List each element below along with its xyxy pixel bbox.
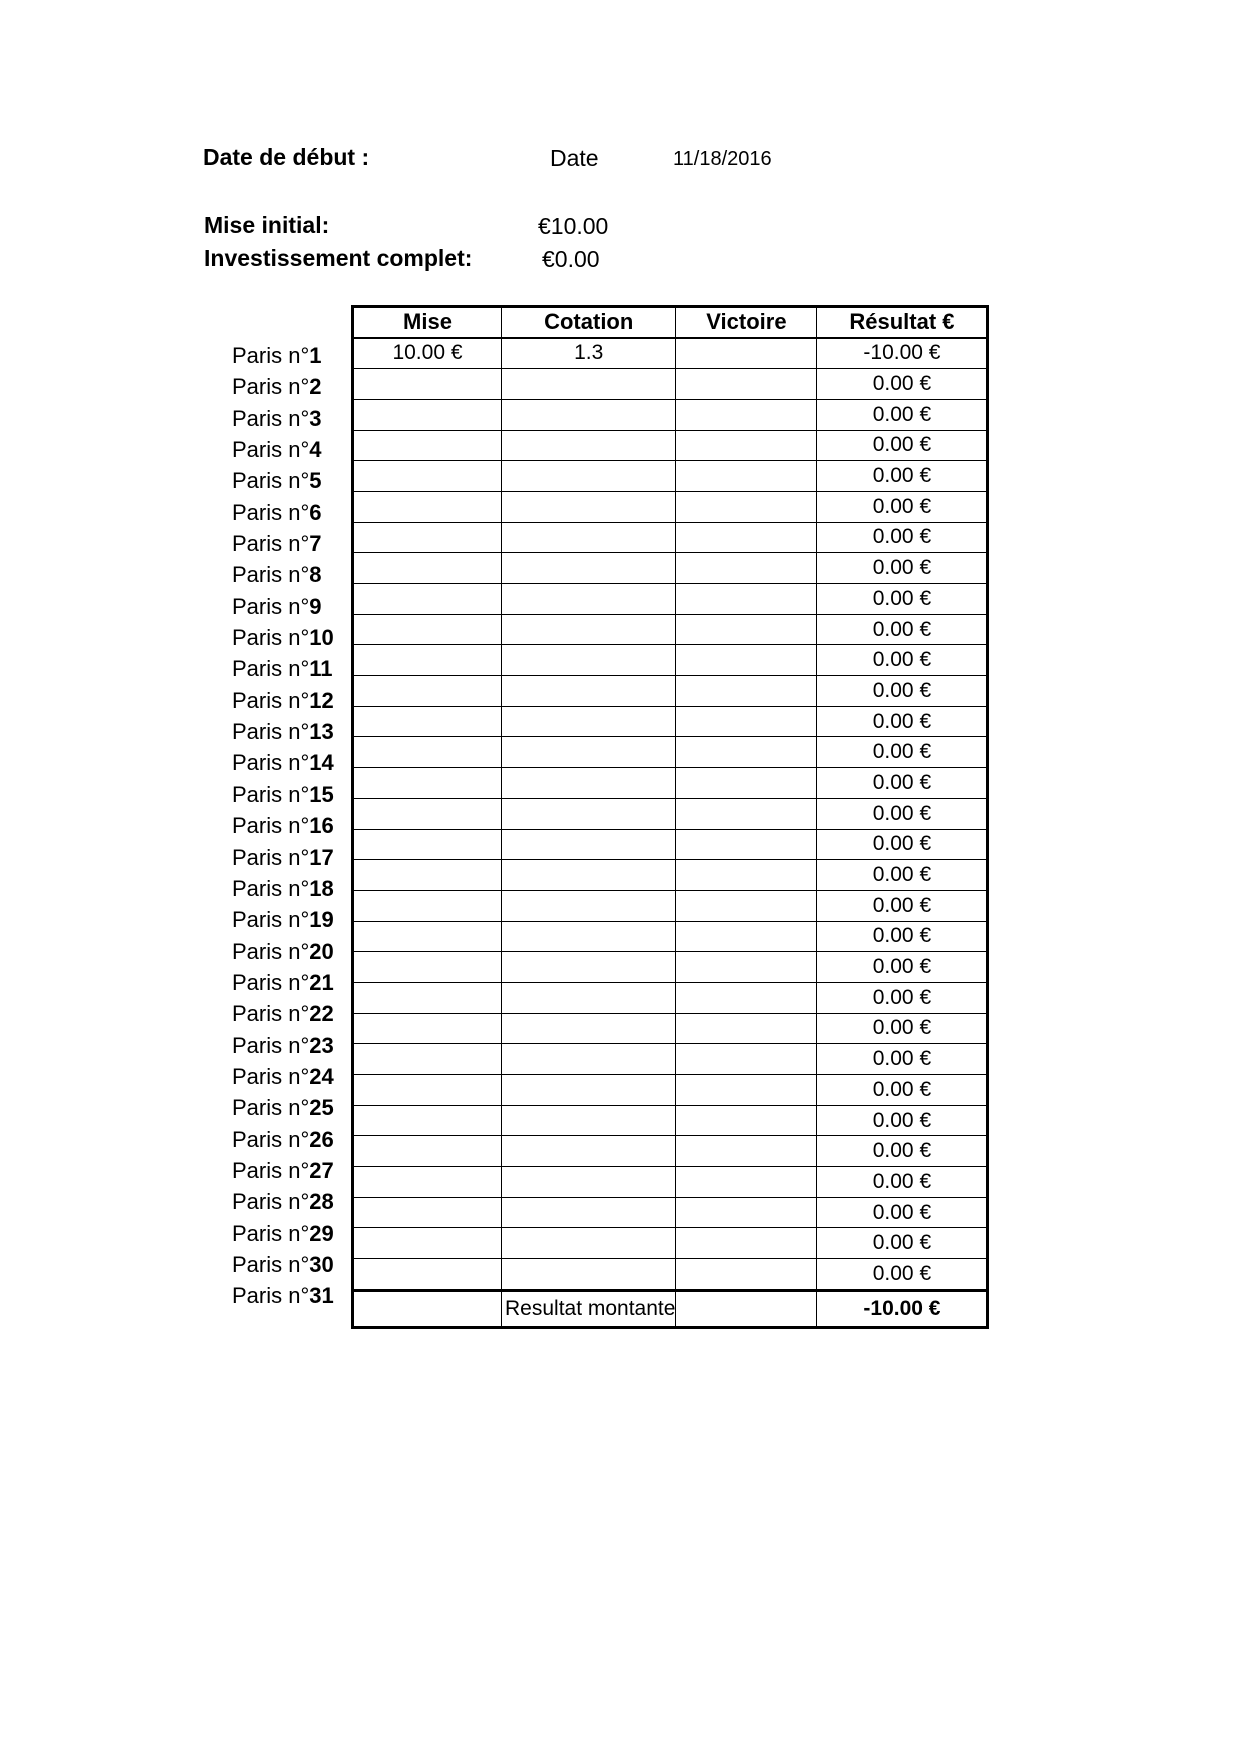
cell-victoire — [676, 737, 817, 768]
cell-resultat: 0.00 € — [817, 1105, 988, 1136]
row-label-number: 19 — [309, 907, 334, 933]
table-row — [353, 860, 988, 891]
cell-mise — [353, 798, 502, 829]
row-label-number: 12 — [309, 687, 334, 713]
table-row — [353, 461, 988, 492]
row-label — [232, 779, 334, 810]
cell-resultat: 0.00 € — [817, 614, 988, 645]
row-label-number: 2 — [309, 374, 322, 400]
cell-mise — [353, 1259, 502, 1291]
row-label-number: 31 — [309, 1283, 334, 1309]
cell-victoire — [676, 768, 817, 799]
cell-cotation — [502, 768, 676, 799]
cell-cotation — [502, 1075, 676, 1106]
cell-resultat: 0.00 € — [817, 706, 988, 737]
cell-cotation — [502, 890, 676, 921]
cell-resultat: 0.00 € — [817, 553, 988, 584]
col-header-victoire: Victoire — [676, 307, 817, 338]
date-debut-label: Date de début : — [203, 144, 370, 170]
table-row — [353, 584, 988, 615]
cell-cotation — [502, 614, 676, 645]
table-row — [353, 1044, 988, 1075]
cell-victoire — [676, 1228, 817, 1259]
row-label — [232, 716, 334, 747]
row-label-prefix: Paris n° — [232, 969, 310, 995]
cell-resultat: 0.00 € — [817, 982, 988, 1013]
row-label-prefix: Paris n° — [232, 875, 310, 901]
table-row — [353, 737, 988, 768]
table-row — [353, 768, 988, 799]
table-row — [353, 553, 988, 584]
cell-mise — [353, 1013, 502, 1044]
col-header-cotation: Cotation — [502, 307, 676, 338]
row-label — [232, 371, 334, 402]
cell-mise — [353, 890, 502, 921]
cell-mise — [353, 860, 502, 891]
row-label-number: 7 — [309, 531, 322, 557]
row-label-prefix: Paris n° — [232, 656, 310, 682]
cell-resultat: 0.00 € — [817, 676, 988, 707]
row-label-number: 1 — [309, 343, 322, 368]
row-label-prefix: Paris n° — [232, 781, 310, 807]
row-label-prefix: Paris n° — [232, 907, 310, 933]
cell-victoire — [676, 798, 817, 829]
table-row — [353, 676, 988, 707]
cell-resultat: 0.00 € — [817, 399, 988, 430]
row-label-prefix: Paris n° — [232, 687, 310, 713]
row-label-number: 5 — [309, 468, 322, 494]
table-row — [353, 522, 988, 553]
cell-resultat: 0.00 € — [817, 430, 988, 461]
row-label — [232, 936, 334, 967]
footer-empty-cell — [353, 1290, 502, 1327]
row-label — [232, 622, 334, 653]
cell-victoire — [676, 1075, 817, 1106]
table-row — [353, 829, 988, 860]
row-label-number: 28 — [309, 1189, 334, 1215]
row-label-prefix: Paris n° — [232, 1189, 310, 1215]
row-label-number: 23 — [309, 1032, 334, 1058]
row-label — [232, 1030, 334, 1061]
cell-victoire — [676, 1167, 817, 1198]
table-row — [353, 1167, 988, 1198]
cell-cotation — [502, 491, 676, 522]
row-label-prefix: Paris n° — [232, 374, 310, 400]
cell-victoire — [676, 553, 817, 584]
cell-victoire — [676, 491, 817, 522]
row-label — [232, 340, 334, 371]
cell-victoire — [676, 982, 817, 1013]
table-row — [353, 399, 988, 430]
investissement-value: €0.00 — [542, 246, 600, 272]
cell-victoire — [676, 829, 817, 860]
cell-resultat: 0.00 € — [817, 890, 988, 921]
row-label-number: 30 — [309, 1251, 334, 1277]
row-label-prefix: Paris n° — [232, 844, 310, 870]
row-label-number: 17 — [309, 844, 334, 870]
cell-victoire — [676, 614, 817, 645]
cell-resultat: -10.00 € — [817, 338, 988, 369]
cell-victoire — [676, 645, 817, 676]
date-value: 11/18/2016 — [673, 148, 772, 170]
cell-victoire — [676, 461, 817, 492]
row-label — [232, 1186, 334, 1217]
cell-cotation — [502, 1013, 676, 1044]
row-label-number: 3 — [309, 405, 322, 431]
row-label-number: 29 — [309, 1220, 334, 1246]
cell-cotation — [502, 1259, 676, 1291]
row-label-number: 14 — [309, 750, 334, 776]
cell-resultat: 0.00 € — [817, 1136, 988, 1167]
cell-cotation — [502, 430, 676, 461]
row-label — [232, 465, 334, 496]
row-label-number: 26 — [309, 1126, 334, 1152]
footer-label-cell — [502, 1290, 676, 1327]
row-label — [232, 873, 334, 904]
row-label — [232, 1155, 334, 1186]
cell-cotation — [502, 1044, 676, 1075]
cell-mise — [353, 399, 502, 430]
cell-cotation — [502, 522, 676, 553]
table-row — [353, 369, 988, 400]
cell-cotation — [502, 1228, 676, 1259]
cell-mise — [353, 1075, 502, 1106]
row-label-prefix: Paris n° — [232, 593, 310, 619]
cell-cotation — [502, 706, 676, 737]
cell-mise — [353, 952, 502, 983]
row-label-number: 22 — [309, 1001, 334, 1027]
cell-mise — [353, 584, 502, 615]
cell-victoire — [676, 1136, 817, 1167]
cell-resultat: 0.00 € — [817, 491, 988, 522]
row-label-prefix: Paris n° — [232, 562, 310, 588]
cell-resultat: 0.00 € — [817, 798, 988, 829]
cell-cotation — [502, 860, 676, 891]
cell-mise — [353, 768, 502, 799]
row-label-prefix: Paris n° — [232, 1220, 310, 1246]
table-row — [353, 921, 988, 952]
mise-initial-value: €10.00 — [538, 213, 609, 239]
table-row — [353, 798, 988, 829]
cell-mise — [353, 369, 502, 400]
table-row — [353, 1197, 988, 1228]
cell-mise — [353, 553, 502, 584]
cell-victoire — [676, 890, 817, 921]
row-label — [232, 497, 334, 528]
row-label — [232, 685, 334, 716]
cell-victoire — [676, 1105, 817, 1136]
row-label — [232, 1092, 334, 1123]
table-row — [353, 1136, 988, 1167]
cell-resultat: 0.00 € — [817, 1013, 988, 1044]
row-label-prefix: Paris n° — [232, 499, 310, 525]
cell-mise — [353, 1136, 502, 1167]
cell-resultat: 0.00 € — [817, 522, 988, 553]
cell-victoire — [676, 584, 817, 615]
row-label-number: 11 — [309, 656, 333, 682]
row-label-number: 21 — [309, 969, 334, 995]
row-label — [232, 998, 334, 1029]
cell-mise: 10.00 € — [353, 338, 502, 369]
table-row — [353, 614, 988, 645]
row-label — [232, 1124, 334, 1155]
row-label-prefix: Paris n° — [232, 405, 310, 431]
row-label-prefix: Paris n° — [232, 1001, 310, 1027]
table-row — [353, 1105, 988, 1136]
cell-cotation — [502, 737, 676, 768]
row-label-prefix: Paris n° — [232, 437, 310, 463]
row-label-number: 6 — [309, 499, 322, 525]
row-label — [232, 528, 334, 559]
row-label-prefix: Paris n° — [232, 625, 310, 651]
cell-cotation — [502, 1136, 676, 1167]
row-label-prefix: Paris n° — [232, 468, 310, 494]
row-label-number: 20 — [309, 938, 334, 964]
cell-mise — [353, 1167, 502, 1198]
cell-mise — [353, 1044, 502, 1075]
cell-cotation — [502, 584, 676, 615]
row-label-number: 8 — [309, 562, 322, 588]
cell-victoire — [676, 1013, 817, 1044]
row-label-number: 24 — [309, 1063, 334, 1089]
col-header-mise: Mise — [353, 307, 502, 338]
cell-victoire — [676, 921, 817, 952]
row-label-prefix: Paris n° — [232, 1157, 310, 1183]
row-label-prefix: Paris n° — [232, 1063, 310, 1089]
row-label — [232, 559, 334, 590]
table-row — [353, 1259, 988, 1291]
cell-cotation — [502, 676, 676, 707]
table-row — [353, 1228, 988, 1259]
cell-resultat: 0.00 € — [817, 645, 988, 676]
cell-mise — [353, 921, 502, 952]
cell-cotation — [502, 461, 676, 492]
table-row — [353, 1075, 988, 1106]
table-row — [353, 952, 988, 983]
table-row — [353, 338, 988, 369]
cell-victoire — [676, 522, 817, 553]
row-label — [232, 1280, 334, 1311]
cell-resultat: 0.00 € — [817, 1075, 988, 1106]
cell-resultat: 0.00 € — [817, 860, 988, 891]
cell-mise — [353, 430, 502, 461]
cell-victoire — [676, 706, 817, 737]
cell-cotation: 1.3 — [502, 338, 676, 369]
row-label-prefix: Paris n° — [232, 938, 310, 964]
cell-victoire — [676, 399, 817, 430]
cell-mise — [353, 491, 502, 522]
cell-resultat: 0.00 € — [817, 1167, 988, 1198]
cell-resultat: 0.00 € — [817, 1197, 988, 1228]
cell-resultat: 0.00 € — [817, 921, 988, 952]
row-label — [232, 967, 334, 998]
cell-victoire — [676, 430, 817, 461]
cell-mise — [353, 982, 502, 1013]
table-row — [353, 1013, 988, 1044]
cell-mise — [353, 1197, 502, 1228]
col-header-resultat: Résultat € — [817, 307, 988, 338]
row-label-prefix: Paris n° — [232, 813, 310, 839]
cell-resultat: 0.00 € — [817, 1259, 988, 1291]
table-row — [353, 706, 988, 737]
cell-resultat: 0.00 € — [817, 768, 988, 799]
table-row — [353, 491, 988, 522]
cell-mise — [353, 706, 502, 737]
mise-initial-label: Mise initial: — [204, 212, 330, 238]
row-label — [232, 1218, 334, 1249]
row-labels-column — [232, 340, 334, 1312]
cell-victoire — [676, 1197, 817, 1228]
cell-mise — [353, 737, 502, 768]
cell-victoire — [676, 952, 817, 983]
row-label-prefix: Paris n° — [232, 343, 310, 368]
row-label-number: 16 — [309, 813, 334, 839]
row-label-prefix: Paris n° — [232, 1283, 310, 1309]
row-label — [232, 842, 334, 873]
row-label-prefix: Paris n° — [232, 1251, 310, 1277]
footer-total-value: -10.00 € — [817, 1290, 988, 1327]
cell-mise — [353, 1228, 502, 1259]
cell-resultat: 0.00 € — [817, 369, 988, 400]
cell-cotation — [502, 645, 676, 676]
cell-victoire — [676, 860, 817, 891]
row-label — [232, 810, 334, 841]
row-label — [232, 904, 334, 935]
row-label — [232, 1061, 334, 1092]
cell-mise — [353, 829, 502, 860]
row-label — [232, 747, 334, 778]
cell-cotation — [502, 553, 676, 584]
cell-cotation — [502, 399, 676, 430]
cell-victoire — [676, 338, 817, 369]
row-label-number: 4 — [309, 437, 322, 463]
row-label — [232, 653, 334, 684]
bets-table — [351, 305, 989, 1329]
cell-cotation — [502, 798, 676, 829]
cell-resultat: 0.00 € — [817, 1044, 988, 1075]
row-label — [232, 591, 334, 622]
row-label-prefix: Paris n° — [232, 719, 310, 745]
table-row — [353, 645, 988, 676]
cell-mise — [353, 614, 502, 645]
row-label-number: 13 — [309, 719, 334, 745]
cell-victoire — [676, 1259, 817, 1291]
row-label-prefix: Paris n° — [232, 1032, 310, 1058]
row-label-prefix: Paris n° — [232, 750, 310, 776]
table-row — [353, 430, 988, 461]
cell-resultat: 0.00 € — [817, 829, 988, 860]
cell-victoire — [676, 1044, 817, 1075]
cell-mise — [353, 522, 502, 553]
row-label-number: 15 — [309, 781, 334, 807]
row-label-prefix: Paris n° — [232, 531, 310, 557]
cell-victoire — [676, 676, 817, 707]
cell-victoire — [676, 369, 817, 400]
row-label — [232, 434, 334, 465]
cell-mise — [353, 645, 502, 676]
cell-mise — [353, 461, 502, 492]
cell-cotation — [502, 1167, 676, 1198]
cell-resultat: 0.00 € — [817, 584, 988, 615]
cell-cotation — [502, 1197, 676, 1228]
investissement-label: Investissement complet: — [204, 245, 473, 271]
cell-resultat: 0.00 € — [817, 737, 988, 768]
row-label-number: 27 — [309, 1157, 334, 1183]
footer-label: Resultat montante — [505, 1296, 676, 1320]
table-row — [353, 982, 988, 1013]
row-label — [232, 1249, 334, 1280]
cell-cotation — [502, 921, 676, 952]
table-footer-row — [353, 1290, 988, 1327]
cell-cotation — [502, 369, 676, 400]
cell-mise — [353, 676, 502, 707]
cell-cotation — [502, 982, 676, 1013]
footer-empty-cell — [676, 1290, 817, 1327]
row-label-number: 10 — [309, 625, 334, 651]
cell-resultat: 0.00 € — [817, 952, 988, 983]
table-row — [353, 890, 988, 921]
cell-cotation — [502, 952, 676, 983]
table-header-row — [353, 307, 988, 338]
cell-resultat: 0.00 € — [817, 461, 988, 492]
date-word-label: Date — [550, 145, 599, 171]
row-label-prefix: Paris n° — [232, 1095, 310, 1121]
cell-cotation — [502, 829, 676, 860]
row-label — [232, 403, 334, 434]
cell-mise — [353, 1105, 502, 1136]
cell-cotation — [502, 1105, 676, 1136]
cell-resultat: 0.00 € — [817, 1228, 988, 1259]
row-label-number: 18 — [309, 875, 334, 901]
row-label-prefix: Paris n° — [232, 1126, 310, 1152]
row-label-number: 9 — [309, 593, 322, 619]
row-label-number: 25 — [309, 1095, 334, 1121]
